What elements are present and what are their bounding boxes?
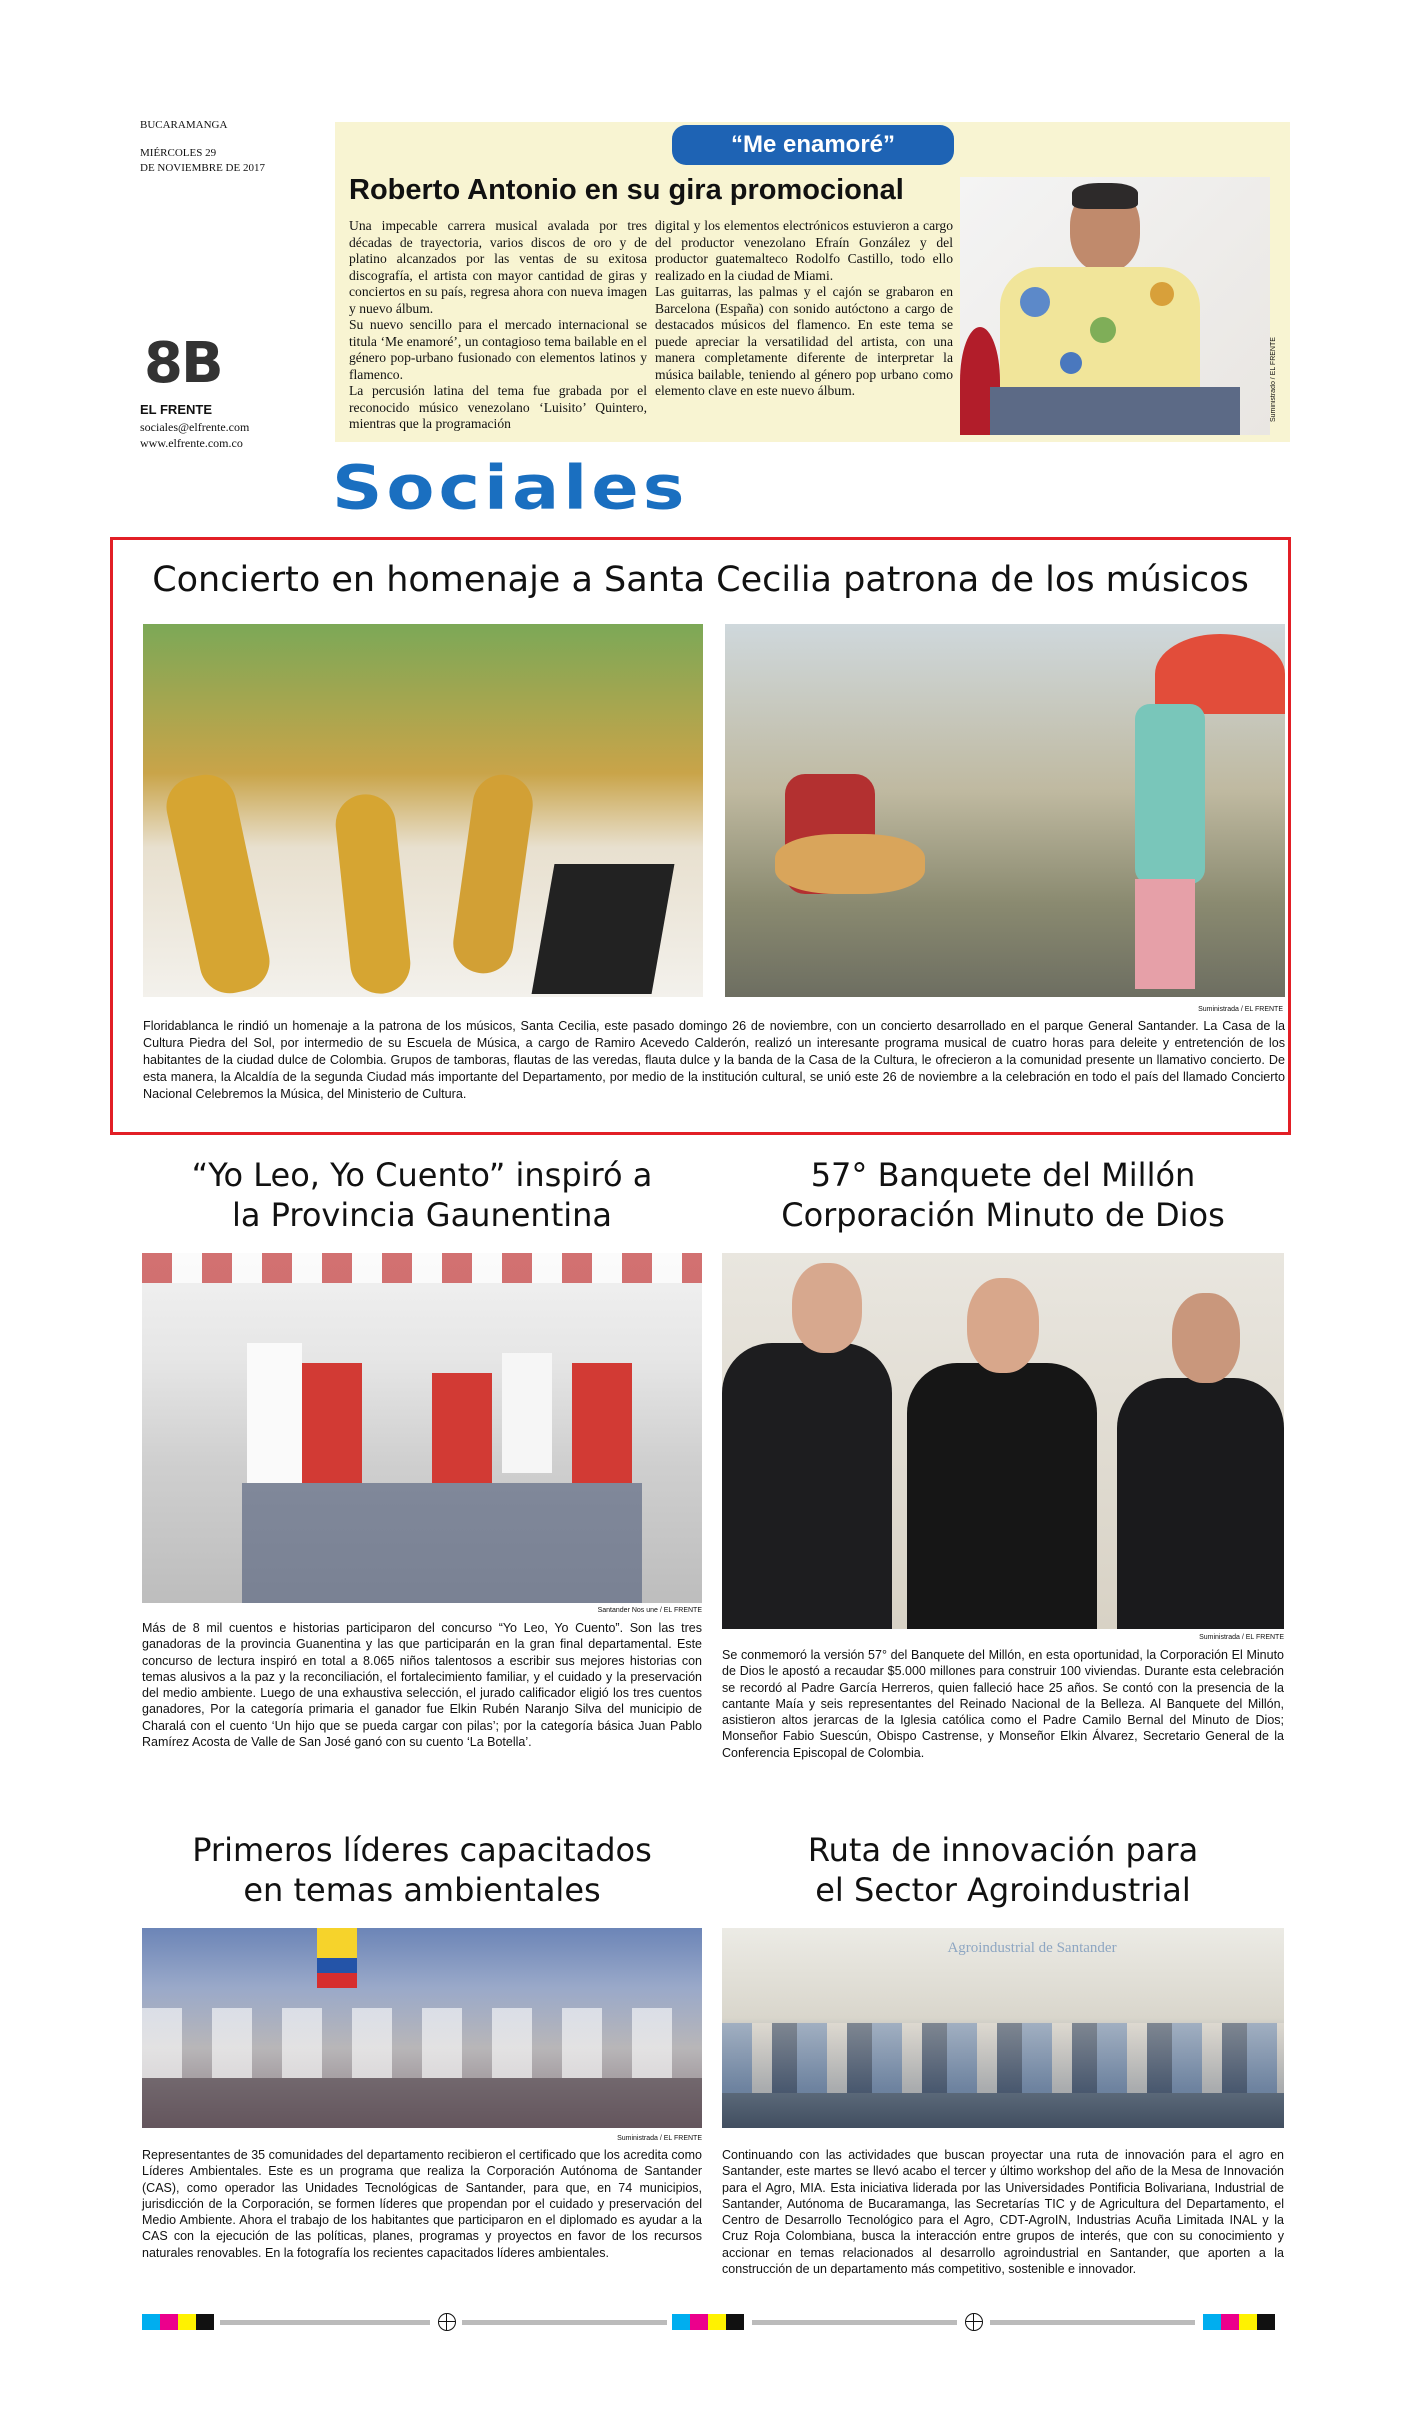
section-title: Sociales — [332, 452, 689, 524]
yoleo-credit: Santander Nos une / EL FRENTE — [597, 1607, 702, 1614]
lideres-title-line2: en temas ambientales — [243, 1871, 601, 1909]
banquete-title-line1: 57° Banquete del Millón — [810, 1156, 1196, 1194]
page-number — [144, 331, 222, 396]
lideres-title — [142, 1830, 702, 1910]
color-bar-middle — [672, 2314, 744, 2335]
color-bar-left — [142, 2314, 214, 2335]
feature-title: Roberto Antonio en su gira promocional — [349, 174, 904, 206]
banquete-title-line2: Corporación Minuto de Dios — [781, 1196, 1225, 1234]
header-date-line1: MIÉRCOLES 29 — [140, 147, 217, 159]
gray-bar-3 — [752, 2320, 957, 2325]
main-story-photo-right — [725, 624, 1285, 997]
gray-bar-4 — [990, 2320, 1195, 2325]
yoleo-photo — [142, 1253, 702, 1603]
contact-email[interactable]: sociales@elfrente.com — [140, 420, 250, 434]
paper-name: EL FRENTE — [140, 402, 212, 417]
ruta-banner-text: Agroindustrial de Santander — [947, 1940, 1117, 1956]
banquete-body: Se conmemoró la versión 57° del Banquete del Millón, en esta oportunidad, la Corporación El Minuto de Dios le apostó a recaudar $5.000 millones para construir 100 viviendas. Durante esta celebración se recordó al Padre García Herreros, quien falleció hace 25 años. Se contó con la presencia de la cantante Maía y seis representantes del Reinado Nacional de la Belleza. Al Banquete del Millón, asistieron altos jerarcas de la Iglesia católica como el Padre Camilo Bernal del Minuto de Dios; Monseñor Fabio Suescún, Obispo Castrense, y Monseñor Elkin Álvarez, Secretario General de la Conferencia Episcopal de Colombia. — [722, 1648, 1284, 1760]
feature-photo-credit: Suministrado / EL FRENTE — [1270, 337, 1277, 422]
main-story-body: Floridablanca le rindió un homenaje a la patrona de los músicos, Santa Cecilia, este pasado domingo 26 de noviembre, con un concierto desarrollado en el parque General Santander. La Casa de la Cultura Piedra del Sol, por intermedio de su Escuela de Música, a cargo de Ramiro Acevedo Calderón, realizó un interesante programa musical de cuatro horas para deleite y entretención de los habitantes de la ciudad dulce de Colombia. Grupos de tamboras, flautas de las veredas, flauta dulce y la banda de la Casa de la Cultura, le ofrecieron a la comunidad presente un llamativo concierto. De esta manera, la Alcaldía de la segunda Ciudad más importante del Departamento, por medio de la institución cultural, se unió este 26 de noviembre a la celebración en todo el país del llamado Concierto Nacional Celebremos la Música, del Ministerio de Cultura. — [143, 1019, 1285, 1101]
main-story-photo-left — [143, 624, 703, 997]
page-number-text: 8B — [144, 331, 222, 396]
gray-bar-1 — [220, 2320, 430, 2325]
banquete-photo — [722, 1253, 1284, 1629]
ruta-body: Continuando con las actividades que buscan proyectar una ruta de innovación para el agro en Santander, este martes se llevó acabo el tercer y último workshop del año de la Mesa de Innovación para el Agro, MIA. Esta iniciativa liderada por las Universidades Pontificia Bolivariana, Industrial de Santander, Autónoma de Bucaramanga, las Secretarías TIC y de Agricultura del Departamento, el Centro de Desarrollo Tecnológico para el Agro, CDT-AgroIN, Industrias Acuña Limitada INAL y la Cruz Roja Colombiana, busca la interacción entre grupos de interés, que con su conocimiento y accionar en temas relacionados al desarrollo agroindustrial en Santander, que aporten a la construcción de un departamento más competitivo, sostenible e innovador. — [722, 2148, 1284, 2277]
header-city: BUCARAMANGA — [140, 119, 228, 131]
registration-mark-2 — [965, 2313, 983, 2331]
main-story-credit: Suministrada / EL FRENTE — [1198, 1006, 1283, 1013]
yoleo-title — [142, 1155, 702, 1235]
ruta-title-line1: Ruta de innovación para — [807, 1831, 1199, 1869]
yoleo-title-line1: “Yo Leo, Yo Cuento” inspiró a — [191, 1156, 653, 1194]
yoleo-title-line2: la Provincia Gaunentina — [231, 1196, 613, 1234]
lideres-credit: Suministrada / EL FRENTE — [617, 2135, 702, 2142]
lideres-title-line1: Primeros líderes capacitados — [192, 1831, 652, 1869]
ruta-photo — [722, 1928, 1284, 2128]
yoleo-body: Más de 8 mil cuentos e historias participaron del concurso “Yo Leo, Yo Cuento”. Son las tres ganadoras de la provincia Guanentina y las que participarán en la gran final departamental. Este concurso de lectura inspiró en total a 8.065 niños talentosos a escribir sus mejores historias con temas alusivos a la paz y la reconciliación, el fortalecimiento familiar, y el cuidado y la preservación del medio ambiente. Luego de una exhaustiva selección, el jurado calificador eligió los tres cuentos ganadores, Por la categoría primaria el ganador fue Elkin Rubén Naranjo Silva del municipio de Charalá con el cuento ‘Un hijo que se pueda cargar con pilas’; por la categoría básica Juan Pablo Ramírez Acosta de Valle de San José ganó con su cuento ‘La Botella’. — [142, 1621, 702, 1750]
color-bar-right — [1203, 2314, 1275, 2335]
contact-website[interactable]: www.elfrente.com.co — [140, 436, 243, 450]
banquete-credit: Suministrada / EL FRENTE — [1199, 1634, 1284, 1641]
header-date-line2: DE NOVIEMBRE DE 2017 — [140, 162, 265, 174]
main-story-box — [110, 537, 1291, 1135]
main-story-title: Concierto en homenaje a Santa Cecilia patrona de los músicos — [152, 560, 1249, 600]
gray-bar-2 — [462, 2320, 667, 2325]
registration-mark-1 — [438, 2313, 456, 2331]
feature-box — [335, 122, 1290, 442]
feature-photo — [960, 177, 1270, 435]
feature-col1: Una impecable carrera musical avalada por tres décadas de trayectoria, varios discos de oro y de platino alcanzados por las ventas de su exitosa discografía, el artista con mayor cantidad de giras y conciertos en su país, regresa ahora con nueva imagen y nuevo álbum. Su nuevo sencillo para el mercado internacional se titula ‘Me enamoré’, un contagioso tema bailable en el género pop-urbano fusionado con elementos latinos y flamenco. La percusión latina del tema fue grabada por el reconocido músico venezolano ‘Luisito’ Quintero, mientras que la programación — [349, 218, 647, 431]
feature-badge: “Me enamoré” — [672, 125, 954, 165]
ruta-title-line2: el Sector Agroindustrial — [815, 1871, 1191, 1909]
banquete-title — [722, 1155, 1284, 1235]
ruta-title — [722, 1830, 1284, 1910]
lideres-body: Representantes de 35 comunidades del departamento recibieron el certificado que los acredita como Líderes Ambientales. Este es un programa que realiza la Corporación Autónoma de Santander (CAS), como operador las Unidades Tecnológicas de Santander, para que, en 74 municipios, jurisdicción de la Corporación, se formen líderes que propendan por el cuidado y preservación del Medio Ambiente. Ahora el trabajo de los habitantes que participaron en el diplomado es ayudar a la CAS con la ejecución de las políticas, planes, programas y proyectos en favor de los recursos naturales renovables. En la fotografía los recientes capacitados líderes ambientales. — [142, 2148, 702, 2260]
feature-col2: digital y los elementos electrónicos estuvieron a cargo del productor venezolano Efraín González y del productor guatemalteco Rodolfo Castillo, todo ello realizado en la ciudad de Miami. Las guitarras, las palmas y el cajón se grabaron en Barcelona (España) con sonido autóctono a cargo de destacados músicos del flamenco. En este tema se puede apreciar la versatilidad del artista, con una manera completamente diferente de interpretar la música bailable, teniendo al género pop urbano como elemento clave en este nuevo álbum. — [655, 218, 953, 398]
lideres-photo — [142, 1928, 702, 2128]
